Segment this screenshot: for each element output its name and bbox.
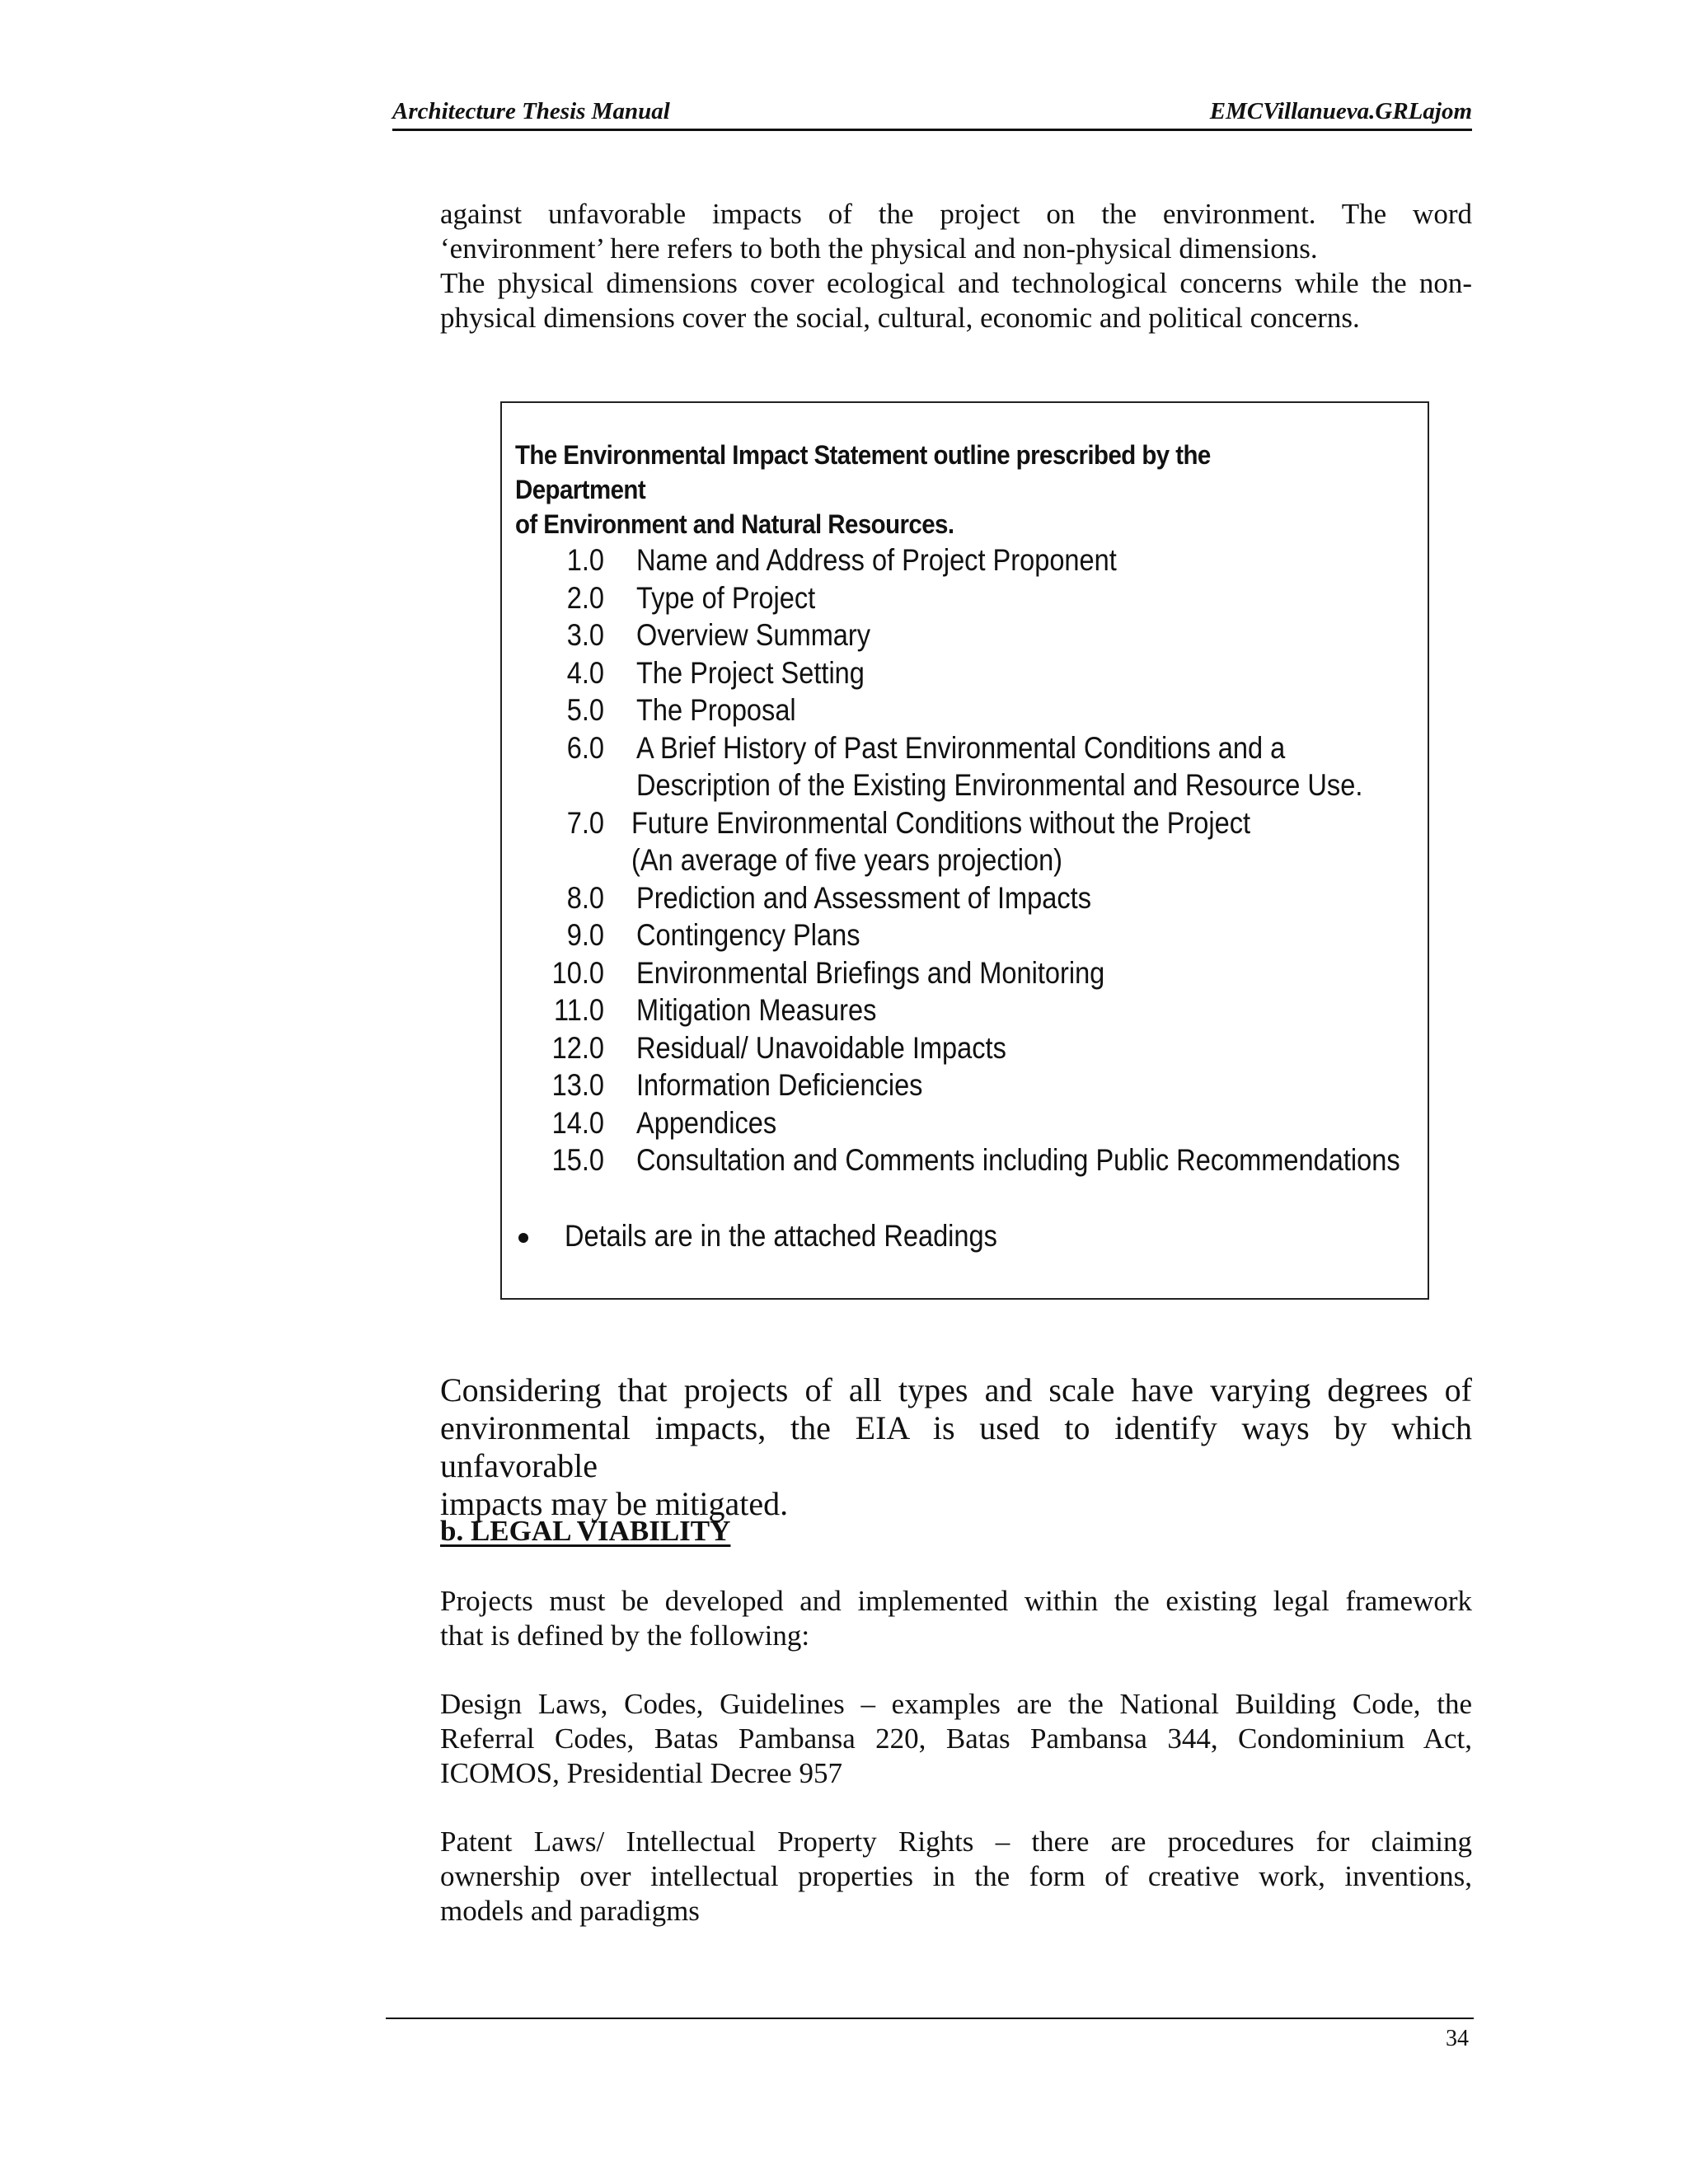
outline-item-text: Type of Project [636,580,816,615]
outline-item [502,879,1431,917]
intro-paragraph [440,197,1472,335]
page-number: 34 [1446,2026,1469,2051]
legal-intro-line: Projects must be developed and implemented within the existing legal framework [440,1585,1472,1617]
eis-box-title-line: The Environmental Impact Statement outline prescribed by the Department [515,440,1211,504]
outline-item-number: 7.0 [566,805,604,840]
outline-item [502,654,1431,692]
patent-laws-line: models and paradigms [440,1895,700,1927]
legal-viability-heading: b. LEGAL VIABILITY [440,1515,731,1547]
outline-item-number: 14.0 [551,1105,604,1140]
outline-item-number: 6.0 [566,730,604,765]
design-laws-line: Referral Codes, Batas Pambansa 220, Batas Pambansa 344, Condominium Act, [440,1722,1472,1755]
patent-laws-line: ownership over intellectual properties in the form of creative work, inventions, [440,1860,1472,1892]
outline-item-text: Information Deficiencies [636,1068,923,1102]
outline-item-text-continued: Description of the Existing Environmental and Resource Use. [636,768,1363,802]
outline-item [502,1066,1431,1104]
design-laws-line: Design Laws, Codes, Guidelines – examples are the National Building Code, the [440,1688,1472,1720]
patent-laws-paragraph [440,1825,1472,1929]
outline-item-text: Environmental Briefings and Monitoring [636,955,1105,990]
outline-item [502,916,1431,954]
outline-item [502,1029,1431,1067]
outline-item-number: 2.0 [566,580,604,615]
considering-line: Considering that projects of all types and scale have varying degrees of [440,1371,1472,1408]
outline-item [502,1141,1431,1179]
outline-item-text: Contingency Plans [636,918,860,952]
bullet-dot-icon [518,1233,528,1243]
outline-item-text: Residual/ Unavoidable Impacts [636,1030,1006,1065]
outline-item [502,1104,1431,1142]
eis-outline-box [500,401,1429,1300]
outline-item-number: 15.0 [551,1143,604,1177]
outline-item [502,954,1431,992]
design-laws-line: ICOMOS, Presidential Decree 957 [440,1757,842,1789]
outline-item-text: The Proposal [636,693,796,727]
patent-laws-line: Patent Laws/ Intellectual Property Rights – there are procedures for claiming [440,1825,1472,1858]
intro-line: against unfavorable impacts of the project on the environment. The word [440,198,1472,230]
outline-item-number: 8.0 [566,880,604,915]
considering-line: impacts may be mitigated. [440,1485,789,1522]
outline-item-text: Consultation and Comments including Public Recommendations [636,1143,1400,1177]
readings-bullet-text: Details are in the attached Readings [565,1219,997,1253]
eis-outline-list [502,541,1431,1179]
outline-item [502,616,1431,654]
eis-box-title-line: of Environment and Natural Resources. [515,509,954,539]
outline-item [502,579,1431,617]
outline-item [502,691,1431,729]
outline-item [502,729,1431,804]
outline-item-number: 4.0 [566,655,604,690]
outline-item-text: Name and Address of Project Proponent [636,543,1117,577]
outline-item-text-continued: (An average of five years projection) [631,843,1063,877]
outline-item-number: 5.0 [566,693,604,727]
legal-intro-paragraph [440,1584,1472,1653]
outline-item-text: Future Environmental Conditions without the Project [631,805,1251,840]
outline-item-text: The Project Setting [636,655,865,690]
design-laws-paragraph [440,1687,1472,1791]
considering-line: environmental impacts, the EIA is used to identify ways by which unfavorable [440,1409,1472,1484]
outline-item-text: Overview Summary [636,618,871,652]
running-header [392,97,1472,131]
outline-item-text: Mitigation Measures [636,993,877,1027]
considering-paragraph [440,1371,1472,1523]
outline-item-number: 9.0 [566,918,604,952]
header-authors: EMCVillanueva.GRLajom [1209,98,1472,124]
outline-item-number: 1.0 [566,543,604,577]
outline-item-number: 12.0 [551,1030,604,1065]
header-manual-title: Architecture Thesis Manual [392,98,670,124]
intro-line: ‘environment’ here refers to both the physical and non-physical dimensions. [440,232,1318,265]
legal-intro-line: that is defined by the following: [440,1619,810,1652]
outline-item-text: Prediction and Assessment of Impacts [636,880,1091,915]
readings-bullet [515,1217,1056,1254]
outline-item-text: Appendices [636,1105,777,1140]
outline-item-number: 13.0 [551,1068,604,1102]
outline-item [502,991,1431,1029]
outline-item [502,804,1431,879]
outline-item-number: 10.0 [551,955,604,990]
outline-item [502,541,1431,579]
footer-rule [386,2018,1474,2019]
outline-item-number: 3.0 [566,618,604,652]
eis-box-title [515,438,1342,541]
intro-line: The physical dimensions cover ecological and technological concerns while the non- [440,267,1472,299]
outline-item-number: 11.0 [554,993,604,1027]
intro-line: physical dimensions cover the social, cultural, economic and political concerns. [440,302,1360,334]
outline-item-text: A Brief History of Past Environmental Conditions and a [636,730,1286,765]
